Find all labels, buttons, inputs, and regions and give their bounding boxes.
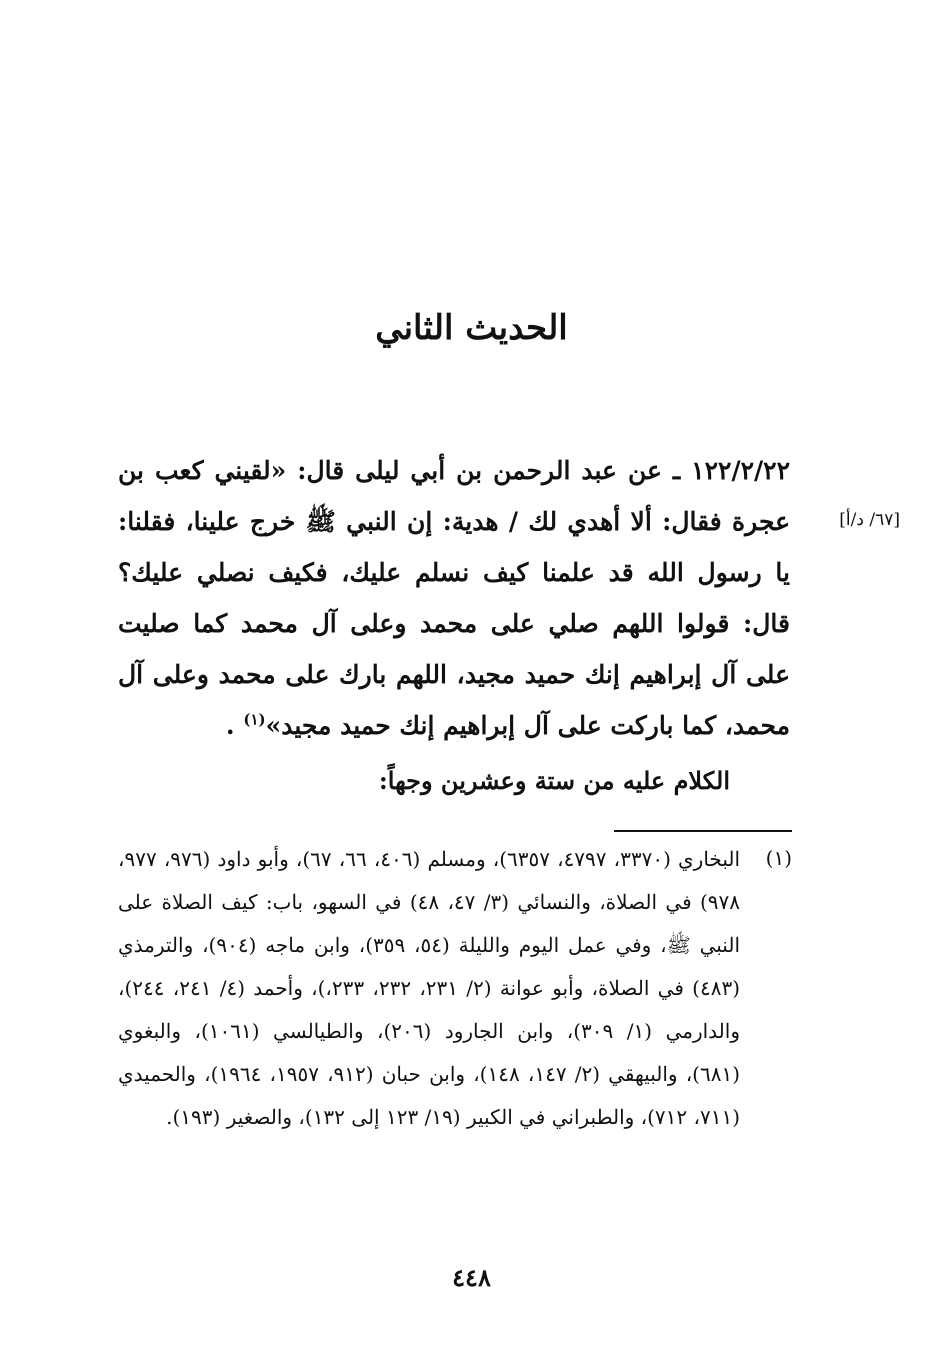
page-number: ٤٤٨	[452, 1263, 491, 1292]
footnote-reference: (١)	[243, 710, 266, 729]
chapter-title: الحديث الثاني	[375, 308, 568, 348]
hadith-text: ١٢٢/٢/٢٢ ـ عن عبد الرحمن بن أبي ليلى قال: «لقيني كعب بن عجرة فقال: ألا أهدي لك / هدية: إن النبي ﷺ خرج علينا، فقلنا: يا رسول الله قد علمنا كيف نسلم عليك، فكيف نصلي عليك؟ قال: قولوا اللهم صلي على محمد وعلى آل محمد كما صليت على آل إبراهيم إنك حميد مجيد، اللهم بارك على محمد وعلى آل محمد، كما باركت على آل إبراهيم إنك حميد مجيد»	[118, 456, 790, 740]
manuscript-marker: [٦٧/ د/أ]	[839, 510, 900, 530]
commentary-intro: الكلام عليه من ستة وعشرين وجهاً:	[378, 766, 730, 795]
hadith-paragraph	[118, 445, 790, 751]
footnote-marker: (١)	[765, 846, 792, 870]
hadith-text-block	[118, 445, 790, 751]
hadith-end-mark: .	[225, 711, 235, 740]
footnote-text: البخاري (٣٣٧٠، ٤٧٩٧، ٦٣٥٧)، ومسلم (٤٠٦، ٦٦، ٦٧)، وأبو داود (٩٧٦، ٩٧٧، ٩٧٨) في الصلاة، والنسائي (٣/ ٤٧، ٤٨) في السهو، باب: كيف الصلاة على النبي ﷺ، وفي عمل اليوم والليلة (٥٤، ٣٥٩)، وابن ماجه (٩٠٤)، والترمذي (٤٨٣) في الصلاة، وأبو عوانة (٢/ ٢٣١، ٢٣٢، ٢٣٣،)، وأحمد (٤/ ٢٤١، ٢٤٤)، والدارمي (١/ ٣٠٩)، وابن الجارود (٢٠٦)، والطيالسي (١٠٦١)، والبغوي (٦٨١)، والبيهقي (٢/ ١٤٧، ١٤٨)، وابن حبان (٩١٢، ١٩٥٧، ١٩٦٤)، والحميدي (٧١١، ٧١٢)، والطبراني في الكبير (١٩/ ١٢٣ إلى ١٣٢)، والصغير (١٩٣).	[118, 847, 741, 1129]
footnote-separator	[614, 830, 792, 832]
